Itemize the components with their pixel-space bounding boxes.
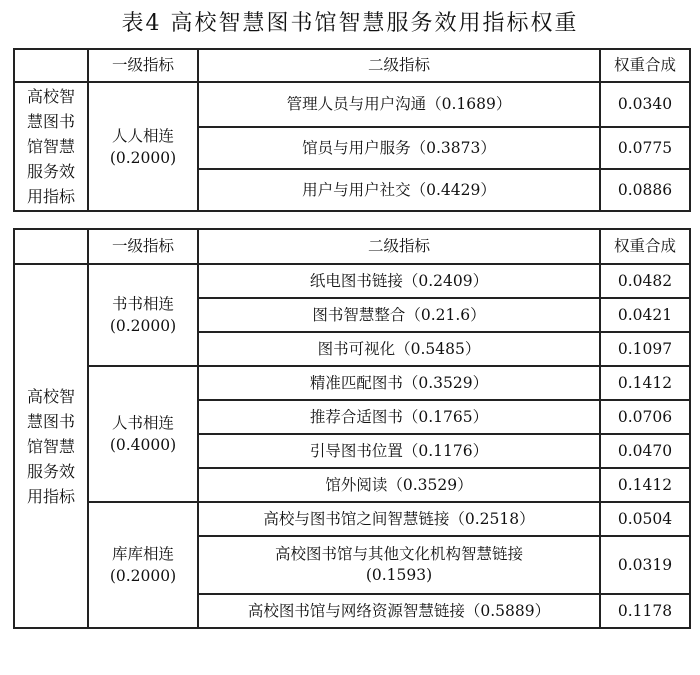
root-category: 高校智 慧图书 馆智慧 服务效 用指标 — [14, 82, 88, 211]
header-weight: 权重合成 — [600, 49, 690, 82]
weight-value: 0.0775 — [600, 127, 690, 169]
level2-item: 精准匹配图书（0.3529） — [198, 366, 600, 400]
level1-group: 库库相连 (0.2000) — [88, 502, 198, 628]
header-level2: 二级指标 — [198, 49, 600, 82]
weight-value: 0.0706 — [600, 400, 690, 434]
level1-group: 书书相连 (0.2000) — [88, 264, 198, 366]
weight-value: 0.1097 — [600, 332, 690, 366]
level2-item: 图书智慧整合（0.21.6） — [198, 298, 600, 332]
table-title: 表4 高校智慧图书馆智慧服务效用指标权重 — [121, 11, 579, 36]
weight-table-2 — [13, 228, 691, 629]
level1-group: 人书相连 (0.4000) — [88, 366, 198, 502]
weight-value: 0.0319 — [600, 536, 690, 594]
level2-item: 馆外阅读（0.3529） — [198, 468, 600, 502]
weight-value: 0.0482 — [600, 264, 690, 298]
header-blank — [14, 49, 88, 82]
header-level2: 二级指标 — [198, 229, 600, 264]
header-weight: 权重合成 — [600, 229, 690, 264]
level2-item-line: 高校图书馆与其他文化机构智慧链接 — [274, 545, 523, 563]
level2-item: 管理人员与用户沟通（0.1689） — [198, 82, 600, 127]
weight-value: 0.0504 — [600, 502, 690, 536]
weight-table-1 — [13, 48, 691, 212]
weight-value: 0.0470 — [600, 434, 690, 468]
level2-item: 引导图书位置（0.1176） — [198, 434, 600, 468]
header-blank — [14, 229, 88, 264]
weight-value: 0.1412 — [600, 366, 690, 400]
level2-item: 馆员与用户服务（0.3873） — [198, 127, 600, 169]
weight-value: 0.1178 — [600, 594, 690, 628]
weight-value: 0.0886 — [600, 169, 690, 211]
level2-item: 图书可视化（0.5485） — [198, 332, 600, 366]
weight-value: 0.0421 — [600, 298, 690, 332]
header-level1: 一级指标 — [88, 229, 198, 264]
header-level1: 一级指标 — [88, 49, 198, 82]
level2-item: 纸电图书链接（0.2409） — [198, 264, 600, 298]
weight-value: 0.0340 — [600, 82, 690, 127]
weight-value: 0.1412 — [600, 468, 690, 502]
level2-item: 高校与图书馆之间智慧链接（0.2518） — [198, 502, 600, 536]
level2-item: 高校图书馆与网络资源智慧链接（0.5889） — [198, 594, 600, 628]
root-category: 高校智 慧图书 馆智慧 服务效 用指标 — [14, 264, 88, 628]
level2-item: 用户与用户社交（0.4429） — [198, 169, 600, 211]
level2-item — [198, 536, 600, 594]
level2-item: 推荐合适图书（0.1765） — [198, 400, 600, 434]
level1-group: 人人相连 (0.2000) — [88, 82, 198, 211]
level2-item-weight: (0.1593) — [365, 566, 433, 584]
